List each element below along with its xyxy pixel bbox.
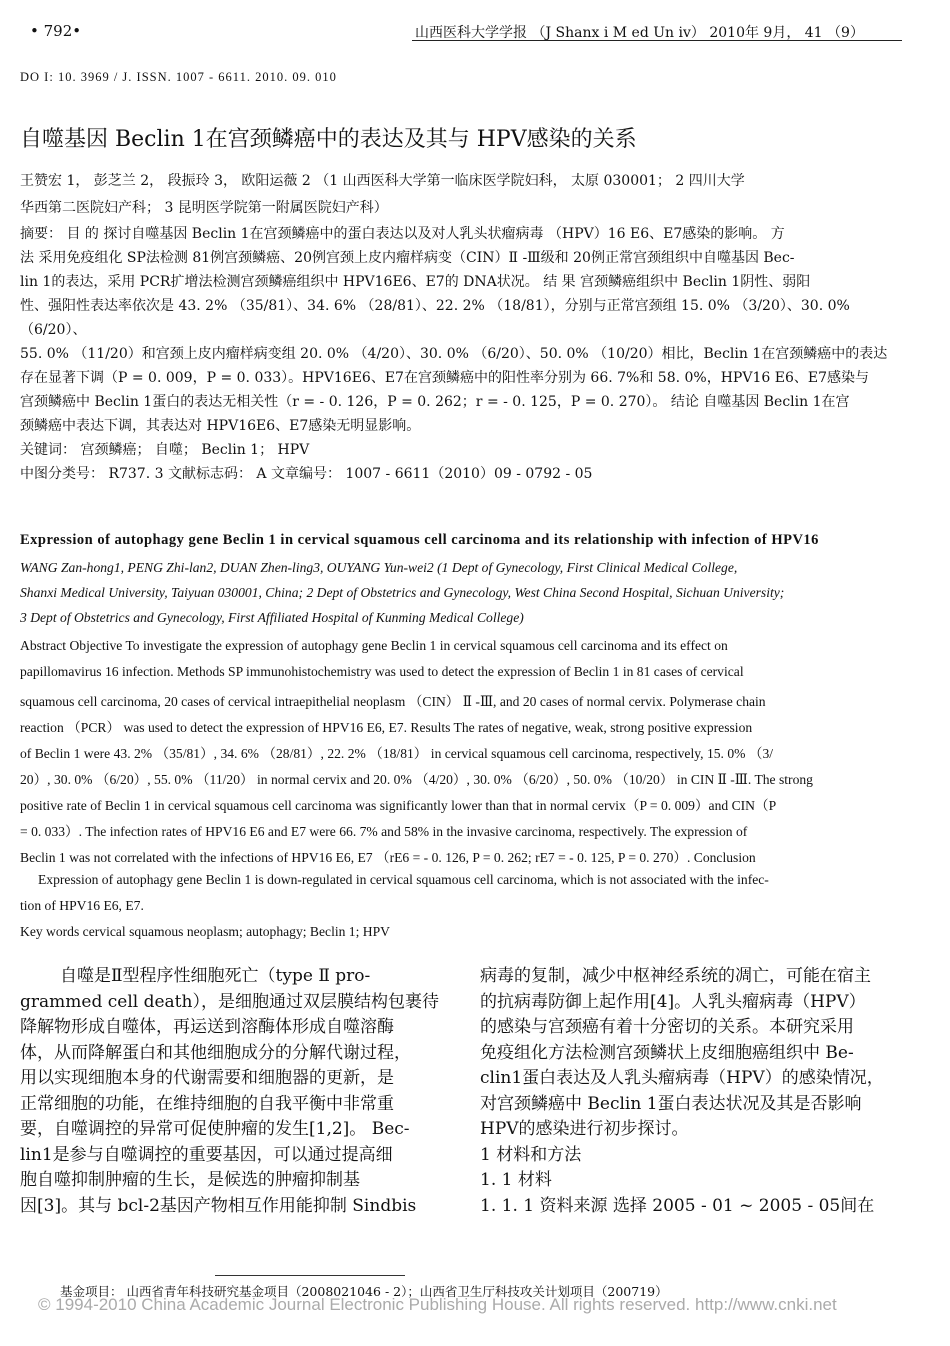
english-authors-line: Shanxi Medical University, Taiyuan 030001, China; 2 Dept of Obstetrics and Gynecology, West China Second Hospital, Sichuan University; (20, 585, 785, 600)
english-abstract-line: reaction （PCR） was used to detect the expression of HPV16 E6, E7. Results The rates of negative, weak, strong positive expression (20, 720, 753, 735)
body-line: 用以实现细胞本身的代谢需要和细胞器的更新，是 (20, 1068, 394, 1088)
body-line: lin1是参与自噬调控的重要基因，可以通过提高细 (20, 1144, 393, 1165)
body-line: 1. 1. 1 资料来源 选择 2005 - 01 ~ 2005 - 05间在 (480, 1195, 875, 1216)
body-line: 病毒的复制，减少中枢神经系统的凋亡，可能在宿主 (480, 966, 871, 986)
english-keywords: Key words cervical squamous neoplasm; autophagy; Beclin 1; HPV (20, 924, 390, 939)
body-line: grammed cell death），是细胞通过双层膜结构包裹待 (20, 991, 439, 1012)
body-line: 正常细胞的功能，在维持细胞的自我平衡中非常重 (20, 1093, 394, 1114)
body-line: 的感染与宫颈癌有着十分密切的关系。本研究采用 (480, 1017, 854, 1037)
abstract-cn-line: 性、强阳性表达率依次是 43. 2% （35/81）、34. 6% （28/81）、22. 2% （18/81），分别与正常宫颈组 15. 0% （3/20）、30. 0% （6/20）、 (20, 298, 850, 338)
watermark: © 1994-2010 China Academic Journal Electronic Publishing House. All rights reserved. http://www.cnki.net (38, 1295, 837, 1314)
body-line: 因[3]。其与 bcl-2基因产物相互作用能抑制 Sindbis (20, 1195, 417, 1216)
abstract-cn-line: lin 1的表达，采用 PCR扩增法检测宫颈鳞癌组织中 HPV16E6、E7的 DNA状况。 结 果 宫颈鳞癌组织中 Beclin 1阴性、弱阳 (20, 274, 811, 290)
keywords-cn: 关键词： 宫颈鳞癌； 自噬； Beclin 1； HPV (20, 442, 310, 458)
english-abstract-line: Expression of autophagy gene Beclin 1 is down-regulated in cervical squamous cell carcinoma, which is not associated with the infec- (38, 872, 769, 887)
body-line: 降解物形成自噬体，再运送到溶酶体形成自噬溶酶 (20, 1017, 394, 1037)
body-line: 对宫颈鳞癌中 Beclin 1蛋白表达状况及其是否影响 (480, 1093, 862, 1114)
journal-header: 山西医科大学学报 （J Shanx i M ed Un iv） 2010年 9月， 41 （9） (415, 25, 864, 41)
english-abstract-line: = 0. 033）. The infection rates of HPV16 E6 and E7 were 66. 7% and 58% in the invasive carcinoma, respectively. The expression of (20, 824, 748, 839)
body-line: 胞自噬抑制肿瘤的生长，是候选的肿瘤抑制基 (20, 1170, 360, 1190)
body-line: HPV的感染进行初步探讨。 (480, 1119, 689, 1139)
body-column-left (20, 964, 445, 1219)
english-abstract-line: Abstract Objective To investigate the expression of autophagy gene Beclin 1 in cervical squamous cell carcinoma and its effect on (20, 638, 728, 653)
authors-line-1: 王赞宏 1， 彭芝兰 2， 段振玲 3， 欧阳运薇 2 （1 山西医科大学第一临床医学院妇科， 太原 030001； 2 四川大学 (20, 173, 745, 189)
abstract-cn-line: 宫颈鳞癌中 Beclin 1蛋白的表达无相关性（r = - 0. 126，P = 0. 262；r = - 0. 125，P = 0. 270）。 结论 自噬基因 Beclin 1在宫 (20, 394, 850, 410)
english-abstract-line: of Beclin 1 were 43. 2% （35/81）, 34. 6% （28/81）, 22. 2% （18/81） in cervical squamous cell carcinoma, respectively, 15. 0% （3/ (20, 746, 774, 761)
abstract-cn-line: 颈鳞癌中表达下调，其表达对 HPV16E6、E7感染无明显影响。 (20, 418, 421, 434)
doi: DO I: 10. 3969 / J. ISSN. 1007 - 6611. 2010. 09. 010 (20, 70, 337, 84)
page-number: • 792• (30, 22, 82, 40)
paper-title: 自噬基因 Beclin 1在宫颈鳞癌中的表达及其与 HPV感染的关系 (20, 127, 637, 152)
footnote-rule (215, 1275, 405, 1276)
body-column-right (480, 964, 905, 1219)
english-abstract-line: tion of HPV16 E6, E7. (20, 898, 144, 913)
subsection-heading: 1. 1 材料 (480, 1170, 552, 1190)
body-line: 体，从而降解蛋白和其他细胞成分的分解代谢过程， (20, 1042, 411, 1063)
body-line: 要，自噬调控的异常可促使肿瘤的发生[1,2]。 Bec- (20, 1119, 410, 1139)
english-authors-line: WANG Zan-hong1, PENG Zhi-lan2, DUAN Zhen-ling3, OUYANG Yun-wei2 (1 Dept of Gynecology, First Clinical Medical College, (20, 560, 738, 575)
english-abstract-line: squamous cell carcinoma, 20 cases of cervical intraepithelial neoplasm （CIN） Ⅱ -Ⅲ, and 20 cases of normal cervix. Polymerase chain (20, 694, 766, 709)
body-line: 自噬是Ⅱ型程序性细胞死亡（type Ⅱ pro- (60, 966, 371, 986)
body-line: 免疫组化方法检测宫颈鳞状上皮细胞癌组织中 Be- (480, 1042, 854, 1063)
body-line: 的抗病毒防御上起作用[4]。人乳头瘤病毒（HPV） (480, 991, 866, 1012)
abstract-cn-line: 法 采用免疫组化 SP法检测 81例宫颈鳞癌、20例宫颈上皮内瘤样病变（CIN）Ⅱ -Ⅲ级和 20例正常宫颈组织中自噬基因 Bec- (20, 250, 795, 266)
english-title: Expression of autophagy gene Beclin 1 in cervical squamous cell carcinoma and its relationship with infection of HPV16 (20, 532, 819, 548)
abstract-cn (20, 222, 905, 486)
english-abstract-line: papillomavirus 16 infection. Methods SP immunohistochemistry was used to detect the expression of Beclin 1 in 81 cases of cervical (20, 664, 744, 679)
english-abstract-line: positive rate of Beclin 1 in cervical squamous cell carcinoma was significantly lower than that in normal cervix（P = 0. 009）and CIN（P (20, 798, 777, 813)
authors-line-2: 华西第二医院妇产科； 3 昆明医学院第一附属医院妇产科） (20, 200, 388, 216)
classification: 中图分类号： R737. 3 文献标志码： A 文章编号： 1007 - 6611（2010）09 - 0792 - 05 (20, 466, 593, 482)
body-line: clin1蛋白表达及人乳头瘤病毒（HPV）的感染情况， (480, 1068, 884, 1088)
english-authors-line: 3 Dept of Obstetrics and Gynecology, First Affiliated Hospital of Kunming Medical College) (20, 610, 524, 625)
english-abstract-line: Beclin 1 was not correlated with the infections of HPV16 E6, E7 （rE6 = - 0. 126, P = 0. 262; rE7 = - 0. 125, P = 0. 270）. Conclusion (20, 850, 756, 865)
abstract-cn-line: 55. 0% （11/20）和宫颈上皮内瘤样病变组 20. 0% （4/20）、30. 0% （6/20）、50. 0% （10/20）相比，Beclin 1在宫颈鳞癌中的表达 (20, 346, 888, 362)
abstract-cn-line: 存在显著下调（P = 0. 009，P = 0. 033）。HPV16E6、E7在宫颈鳞癌中的阳性率分别为 66. 7%和 58. 0%，HPV16 E6、E7感染与 (20, 370, 869, 386)
header-rule (412, 40, 902, 41)
english-abstract-line: 20）, 30. 0% （6/20）, 55. 0% （11/20） in normal cervix and 20. 0% （4/20）, 30. 0% （6/20）, 50. 0% （10/20） in CIN Ⅱ -Ⅲ. The strong (20, 772, 813, 787)
section-heading: 1 材料和方法 (480, 1144, 582, 1165)
footnote: 基金项目： 山西省青年科技研究基金项目（2008021046 - 2）；山西省卫生厅科技攻关计划项目（200719） (60, 1284, 668, 1299)
abstract-cn-line: 摘要： 目 的 探讨自噬基因 Beclin 1在宫颈鳞癌中的蛋白表达以及对人乳头状瘤病毒 （HPV）16 E6、E7感染的影响。 方 (20, 226, 785, 242)
